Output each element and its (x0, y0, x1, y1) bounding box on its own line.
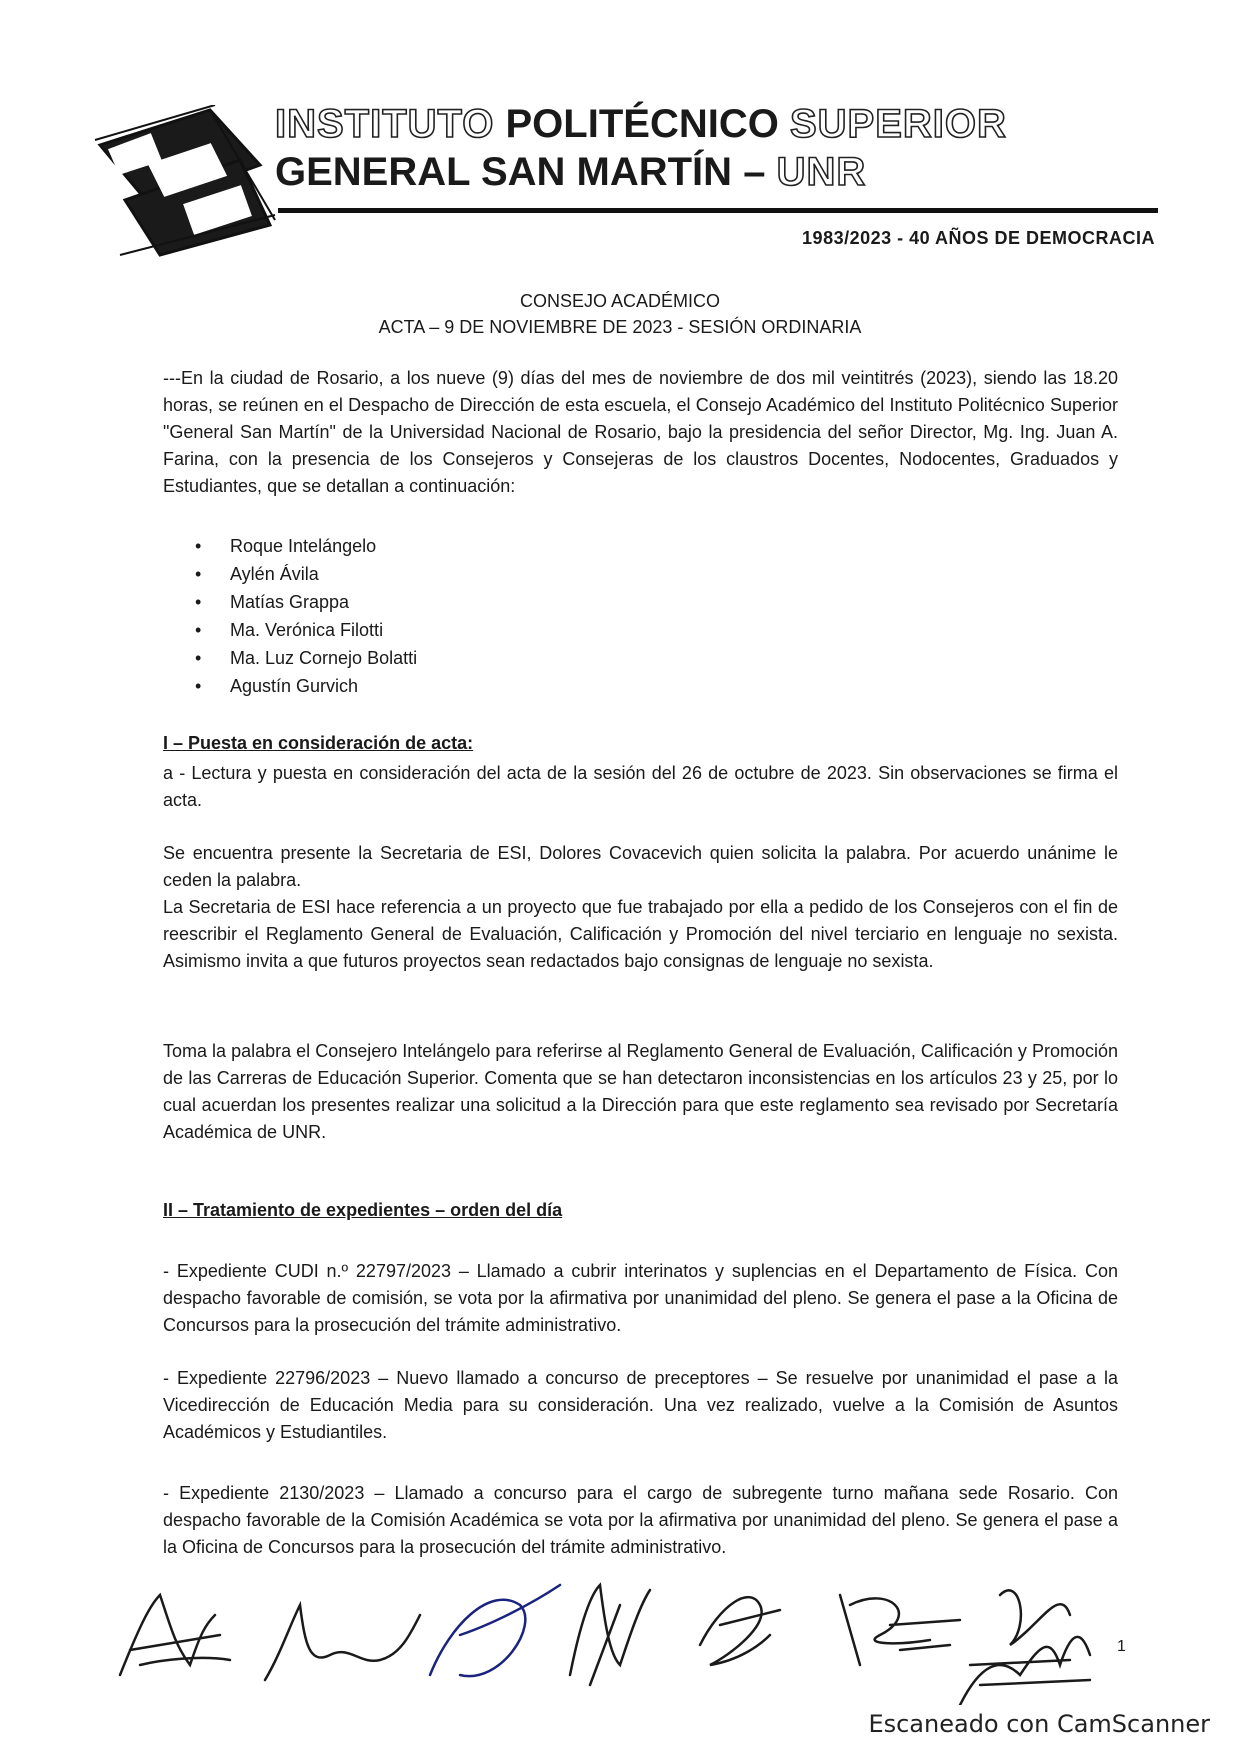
list-item: • Aylén Ávila (195, 560, 417, 588)
members-list (195, 532, 417, 700)
list-item: • Agustín Gurvich (195, 672, 417, 700)
esi-paragraph-2: La Secretaria de ESI hace referencia a un proyecto que fue trabajado por ella a pedido de los Consejeros con el fin de reescribir el Reglamento General de Evaluación, Calificación y Promoción del nivel terciario en lenguaje no sexista. Asimismo invita a que futuros proyectos sean redactados bajo consignas de lenguaje no sexista. (163, 897, 1118, 971)
list-item: • Ma. Luz Cornejo Bolatti (195, 644, 417, 672)
expediente-1: - Expediente CUDI n.º 22797/2023 – Llamado a cubrir interinatos y suplencias en el Departamento de Física. Con despacho favorable de comisión, se vota por la afirmativa por unanimidad del pleno. Se genera el pase a la Oficina de Concursos para la prosecución del trámite administrativo. (163, 1261, 1118, 1335)
institute-word-politecnico: POLITÉCNICO (505, 102, 779, 146)
signature-5 (700, 1597, 780, 1665)
list-item: • Roque Intelángelo (195, 532, 417, 560)
document-title (0, 288, 1240, 340)
council-title: CONSEJO ACADÉMICO (519, 291, 721, 311)
intelangelo-paragraph: Toma la palabra el Consejero Intelángelo para referirse al Reglamento General de Evaluación, Calificación y Promoción de las Carreras de Educación Superior. Comenta que se han detectaron inconsistencias en los artículos 23 y 25, por lo cual acuerdan los presentes realizar una solicitud a la Dirección para que este reglamento sea revisado por Secretaría Académica de UNR. (163, 1041, 1118, 1142)
signature-8 (1000, 1590, 1070, 1645)
header-rule (278, 208, 1158, 213)
signature-4 (570, 1585, 650, 1685)
header-motto: 1983/2023 - 40 AÑOS DE DEMOCRACIA (802, 228, 1155, 248)
intro-paragraph: ---En la ciudad de Rosario, a los nueve (9) días del mes de noviembre de dos mil veintitrés (2023), siendo las 18.20 horas, se reúnen en el Despacho de Dirección de esta escuela, el Consejo Académico del Instituto Politécnico Superior "General San Martín" de la Universidad Nacional de Rosario, bajo la presidencia del señor Director, Mg. Ing. Juan A. Farina, con la presencia de los Consejeros y Consejeras de los claustros Docentes, Nodocentes, Graduados y Estudiantes, que se detallan a continuación: (163, 368, 1118, 496)
esi-paragraph-1: Se encuentra presente la Secretaria de ESI, Dolores Covacevich quien solicita la palabra. Por acuerdo unánime le ceden la palabra. (163, 843, 1118, 890)
signature-2 (265, 1605, 420, 1680)
institute-name (275, 100, 1007, 196)
expediente-2: - Expediente 22796/2023 – Nuevo llamado a concurso de preceptores – Se resuelve por unanimidad el pase a la Vicedirección de Educación Media para su consideración. Una vez realizado, vuelve a la Comisión de Asuntos Académicos y Estudiantiles. (163, 1368, 1118, 1442)
session-title: ACTA – 9 DE NOVIEMBRE DE 2023 - SESIÓN ORDINARIA (378, 317, 862, 337)
signature-6 (840, 1595, 960, 1665)
camscanner-watermark: Escaneado con CamScanner (868, 1710, 1210, 1738)
section-2-title: II – Tratamiento de expedientes – orden del día (163, 1200, 563, 1220)
page-number: 1 (1117, 1638, 1126, 1655)
signature-1 (120, 1595, 230, 1675)
signature-7 (960, 1637, 1090, 1705)
signatures (100, 1565, 1160, 1705)
list-item: • Matías Grappa (195, 588, 417, 616)
institute-dash: – (743, 150, 766, 194)
institute-word-superior: SUPERIOR (789, 102, 1007, 146)
signature-3 (430, 1585, 560, 1676)
institute-unr: UNR (776, 150, 867, 194)
section-1-title: I – Puesta en consideración de acta: (163, 733, 474, 753)
institute-logo (90, 105, 280, 260)
list-item: • Ma. Verónica Filotti (195, 616, 417, 644)
institute-general-san-martin: GENERAL SAN MARTÍN (275, 150, 733, 194)
institute-word-instituto: INSTITUTO (275, 102, 495, 146)
expediente-3: - Expediente 2130/2023 – Llamado a concurso para el cargo de subregente turno mañana sede Rosario. Con despacho favorable de la Comisión Académica se vota por la afirmativa por unanimidad del pleno. Se genera el pase a la Oficina de Concursos para la prosecución del trámite administrativo. (163, 1483, 1118, 1557)
section-1-item-a: a - Lectura y puesta en consideración del acta de la sesión del 26 de octubre de 2023. Sin observaciones se firma el acta. (163, 763, 1118, 810)
